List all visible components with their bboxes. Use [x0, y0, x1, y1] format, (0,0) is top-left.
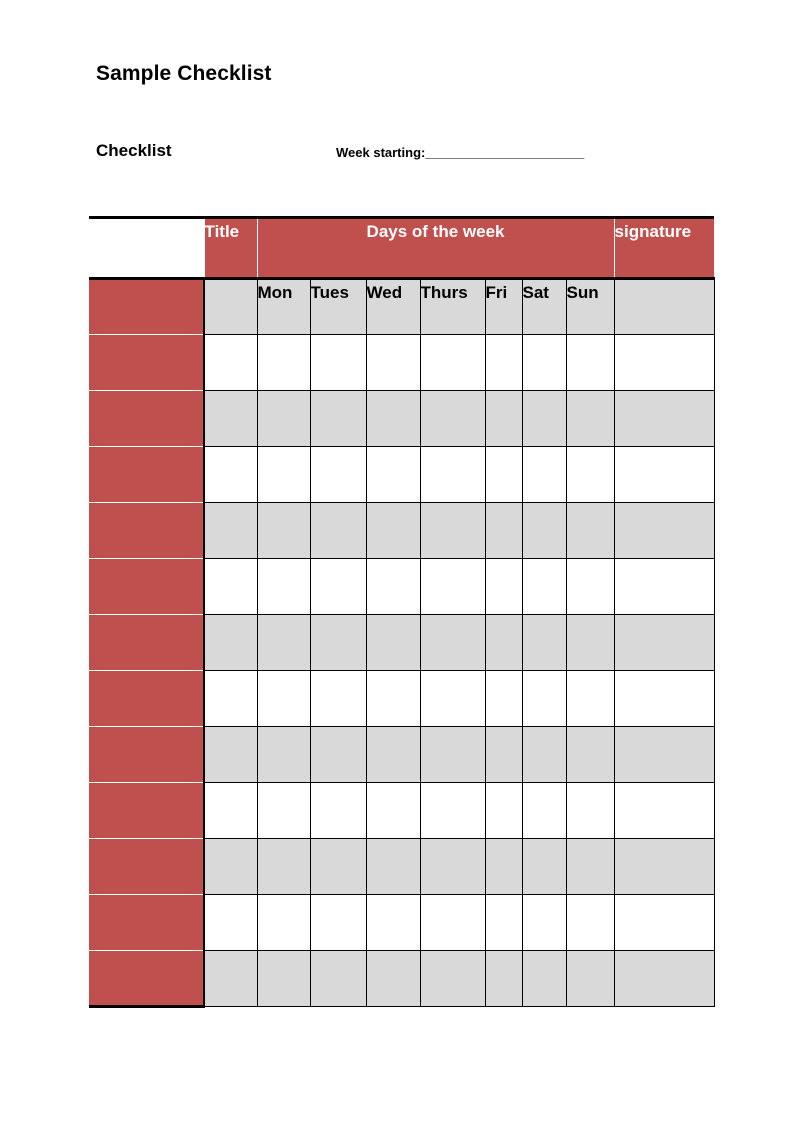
title-cell[interactable] [204, 895, 257, 951]
signature-cell[interactable] [614, 391, 714, 447]
wed-cell[interactable] [366, 615, 420, 671]
day-names-row [89, 279, 714, 335]
tues-cell[interactable] [310, 783, 366, 839]
fri-cell[interactable] [485, 503, 522, 559]
mon-cell[interactable] [257, 447, 310, 503]
sun-cell[interactable] [566, 783, 614, 839]
wed-cell[interactable] [366, 671, 420, 727]
day-sun: Sun [566, 279, 614, 335]
title-cell[interactable] [204, 615, 257, 671]
thurs-cell[interactable] [420, 503, 485, 559]
tues-cell[interactable] [310, 503, 366, 559]
header-days-cell: Days of the week [257, 218, 614, 279]
sun-cell[interactable] [566, 727, 614, 783]
table-row [89, 783, 714, 839]
title-cell[interactable] [204, 335, 257, 391]
fri-cell[interactable] [485, 559, 522, 615]
row-label-cell[interactable] [89, 839, 204, 895]
row-label-cell[interactable] [89, 391, 204, 447]
fri-cell[interactable] [485, 895, 522, 951]
fri-cell[interactable] [485, 391, 522, 447]
fri-cell[interactable] [485, 615, 522, 671]
signature-cell[interactable] [614, 783, 714, 839]
thurs-cell[interactable] [420, 839, 485, 895]
title-cell[interactable] [204, 671, 257, 727]
sat-cell[interactable] [522, 839, 566, 895]
row-label-cell[interactable] [89, 783, 204, 839]
checklist-table [89, 216, 715, 1008]
wed-cell[interactable] [366, 503, 420, 559]
wed-cell[interactable] [366, 783, 420, 839]
signature-cell[interactable] [614, 335, 714, 391]
mon-cell[interactable] [257, 559, 310, 615]
mon-cell[interactable] [257, 727, 310, 783]
sat-cell[interactable] [522, 951, 566, 1007]
thurs-cell[interactable] [420, 671, 485, 727]
table-row [89, 839, 714, 895]
table-row [89, 391, 714, 447]
sun-cell[interactable] [566, 615, 614, 671]
tues-cell[interactable] [310, 895, 366, 951]
wed-cell[interactable] [366, 335, 420, 391]
sun-cell[interactable] [566, 839, 614, 895]
week-starting-field[interactable]: Week starting:______________________ [336, 145, 585, 160]
row-label-cell[interactable] [89, 559, 204, 615]
table-row [89, 671, 714, 727]
sun-cell[interactable] [566, 335, 614, 391]
wed-cell[interactable] [366, 951, 420, 1007]
title-cell[interactable] [204, 727, 257, 783]
day-sat: Sat [522, 279, 566, 335]
signature-cell[interactable] [614, 447, 714, 503]
sat-cell[interactable] [522, 559, 566, 615]
header-blank-cell [89, 218, 204, 279]
wed-cell[interactable] [366, 559, 420, 615]
sat-cell[interactable] [522, 335, 566, 391]
day-mon: Mon [257, 279, 310, 335]
wed-cell[interactable] [366, 839, 420, 895]
header-row [89, 218, 714, 279]
tues-cell[interactable] [310, 839, 366, 895]
sun-cell[interactable] [566, 895, 614, 951]
signature-cell[interactable] [614, 671, 714, 727]
tues-cell[interactable] [310, 391, 366, 447]
thurs-cell[interactable] [420, 447, 485, 503]
header-title-cell: Title [204, 218, 257, 279]
sun-cell[interactable] [566, 503, 614, 559]
row-label-cell[interactable] [89, 671, 204, 727]
sat-cell[interactable] [522, 727, 566, 783]
sat-cell[interactable] [522, 783, 566, 839]
page-title: Sample Checklist [96, 62, 272, 85]
title-cell[interactable] [204, 503, 257, 559]
mon-cell[interactable] [257, 671, 310, 727]
table-row [89, 447, 714, 503]
signature-cell[interactable] [614, 839, 714, 895]
mon-cell[interactable] [257, 391, 310, 447]
sat-cell[interactable] [522, 447, 566, 503]
thurs-cell[interactable] [420, 895, 485, 951]
tues-cell[interactable] [310, 615, 366, 671]
tues-cell[interactable] [310, 671, 366, 727]
signature-cell[interactable] [614, 503, 714, 559]
sun-cell[interactable] [566, 951, 614, 1007]
mon-cell[interactable] [257, 615, 310, 671]
tues-cell[interactable] [310, 951, 366, 1007]
day-tues: Tues [310, 279, 366, 335]
table-row [89, 951, 714, 1007]
thurs-cell[interactable] [420, 335, 485, 391]
table-row [89, 335, 714, 391]
table-row [89, 895, 714, 951]
sat-cell[interactable] [522, 503, 566, 559]
row-label-cell [89, 279, 204, 335]
mon-cell[interactable] [257, 783, 310, 839]
fri-cell[interactable] [485, 951, 522, 1007]
day-fri: Fri [485, 279, 522, 335]
row-label-cell[interactable] [89, 727, 204, 783]
signature-cell[interactable] [614, 727, 714, 783]
thurs-cell[interactable] [420, 951, 485, 1007]
wed-cell[interactable] [366, 727, 420, 783]
wed-cell[interactable] [366, 895, 420, 951]
tues-cell[interactable] [310, 447, 366, 503]
thurs-cell[interactable] [420, 391, 485, 447]
row-label-cell[interactable] [89, 615, 204, 671]
row-label-cell[interactable] [89, 951, 204, 1007]
sat-cell[interactable] [522, 895, 566, 951]
signature-cell[interactable] [614, 895, 714, 951]
row-label-cell[interactable] [89, 503, 204, 559]
table-row [89, 615, 714, 671]
title-cell[interactable] [204, 391, 257, 447]
row-label-cell[interactable] [89, 447, 204, 503]
signature-cell[interactable] [614, 951, 714, 1007]
signature-cell[interactable] [614, 279, 714, 335]
table-row [89, 727, 714, 783]
table-row [89, 559, 714, 615]
mon-cell[interactable] [257, 335, 310, 391]
fri-cell[interactable] [485, 783, 522, 839]
header-signature-cell: signature [614, 218, 714, 279]
fri-cell[interactable] [485, 727, 522, 783]
title-cell[interactable] [204, 279, 257, 335]
sun-cell[interactable] [566, 447, 614, 503]
thurs-cell[interactable] [420, 727, 485, 783]
day-wed: Wed [366, 279, 420, 335]
mon-cell[interactable] [257, 503, 310, 559]
day-thurs: Thurs [420, 279, 485, 335]
title-cell[interactable] [204, 839, 257, 895]
sat-cell[interactable] [522, 391, 566, 447]
thurs-cell[interactable] [420, 615, 485, 671]
wed-cell[interactable] [366, 391, 420, 447]
fri-cell[interactable] [485, 839, 522, 895]
mon-cell[interactable] [257, 839, 310, 895]
mon-cell[interactable] [257, 895, 310, 951]
title-cell[interactable] [204, 559, 257, 615]
signature-cell[interactable] [614, 615, 714, 671]
fri-cell[interactable] [485, 447, 522, 503]
sat-cell[interactable] [522, 671, 566, 727]
mon-cell[interactable] [257, 951, 310, 1007]
signature-cell[interactable] [614, 559, 714, 615]
fri-cell[interactable] [485, 335, 522, 391]
sun-cell[interactable] [566, 671, 614, 727]
title-cell[interactable] [204, 783, 257, 839]
sun-cell[interactable] [566, 391, 614, 447]
thurs-cell[interactable] [420, 783, 485, 839]
table-row [89, 503, 714, 559]
tues-cell[interactable] [310, 727, 366, 783]
fri-cell[interactable] [485, 671, 522, 727]
sun-cell[interactable] [566, 559, 614, 615]
row-label-cell[interactable] [89, 335, 204, 391]
row-label-cell[interactable] [89, 895, 204, 951]
title-cell[interactable] [204, 951, 257, 1007]
thurs-cell[interactable] [420, 559, 485, 615]
checklist-heading: Checklist [96, 141, 172, 160]
tues-cell[interactable] [310, 335, 366, 391]
wed-cell[interactable] [366, 447, 420, 503]
sat-cell[interactable] [522, 615, 566, 671]
title-cell[interactable] [204, 447, 257, 503]
tues-cell[interactable] [310, 559, 366, 615]
